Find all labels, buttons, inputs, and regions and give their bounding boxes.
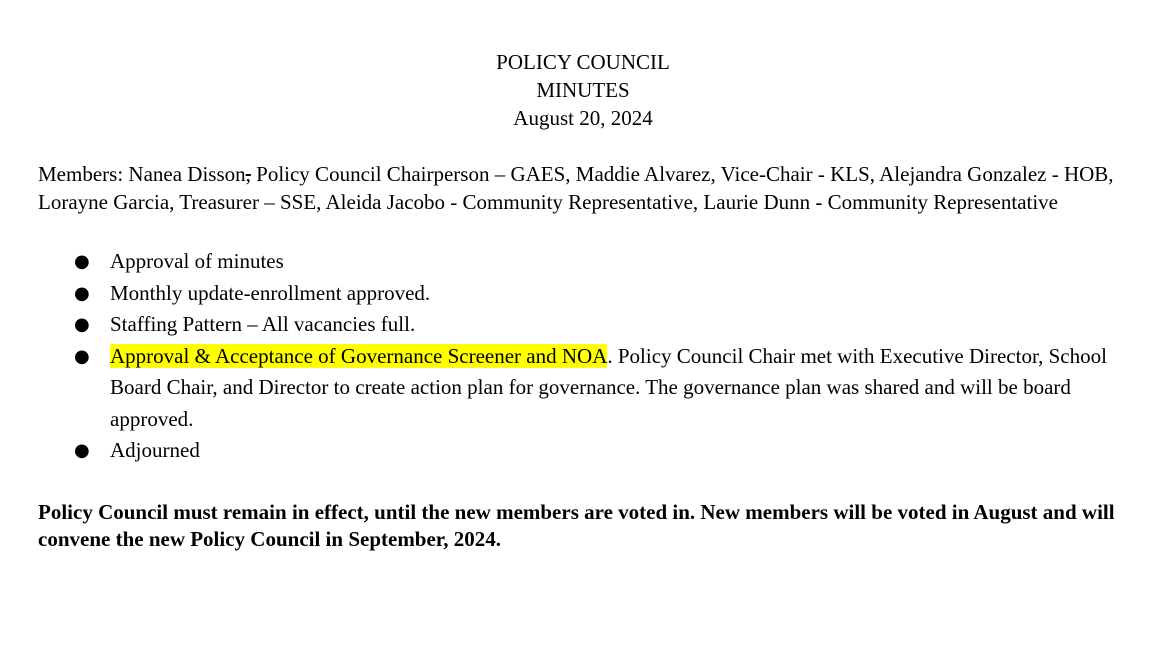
document-page [38,48,1128,553]
list-item [38,278,1128,310]
list-item-text: Approval of minutes [110,249,284,273]
members-struck-char: , [245,162,251,186]
bullet-icon: ● [74,251,90,272]
bullet-icon: ● [74,282,90,304]
heading-subtitle: MINUTES [536,78,630,102]
list-item-text: . Policy Council Chair met with Executive Director, School Board Chair, and Director to create action plan for governance. The governance plan was shared and will be board approved. [110,343,1107,431]
members-list: Policy Council Chairperson – GAES, Maddie Alvarez, Vice-Chair - KLS, Alejandra Gonzalez - HOB, Lorayne Garcia, Treasurer – SSE, Aleida Jacobo - Community Representative, Laurie Dunn - Community Representative [38,162,1114,214]
members-paragraph [38,160,1128,216]
bullet-icon: ● [74,440,90,461]
list-item-text: Adjourned [110,438,200,462]
closing-statement: Policy Council must remain in effect, until the new members are voted in. New members will be voted in August and will convene the new Policy Council in September, 2024. [38,499,1115,551]
members-label: Members: [38,162,124,186]
heading-date: August 20, 2024 [513,106,653,130]
document-heading [38,48,1128,132]
list-item [38,341,1128,436]
list-item [38,246,1128,278]
heading-title: POLICY COUNCIL [496,50,670,74]
list-item-text: Staffing Pattern – All vacancies full. [110,312,416,336]
bullet-icon: ● [74,314,90,335]
highlighted-text: Approval & Acceptance of Governance Screener and NOA [110,343,608,368]
members-first-name: Nanea Disson [128,162,246,186]
agenda-list [38,246,1128,467]
list-item-text: Monthly update-enrollment approved. [110,280,431,305]
list-item [38,309,1128,341]
bullet-icon: ● [74,345,90,367]
list-item [38,435,1128,467]
